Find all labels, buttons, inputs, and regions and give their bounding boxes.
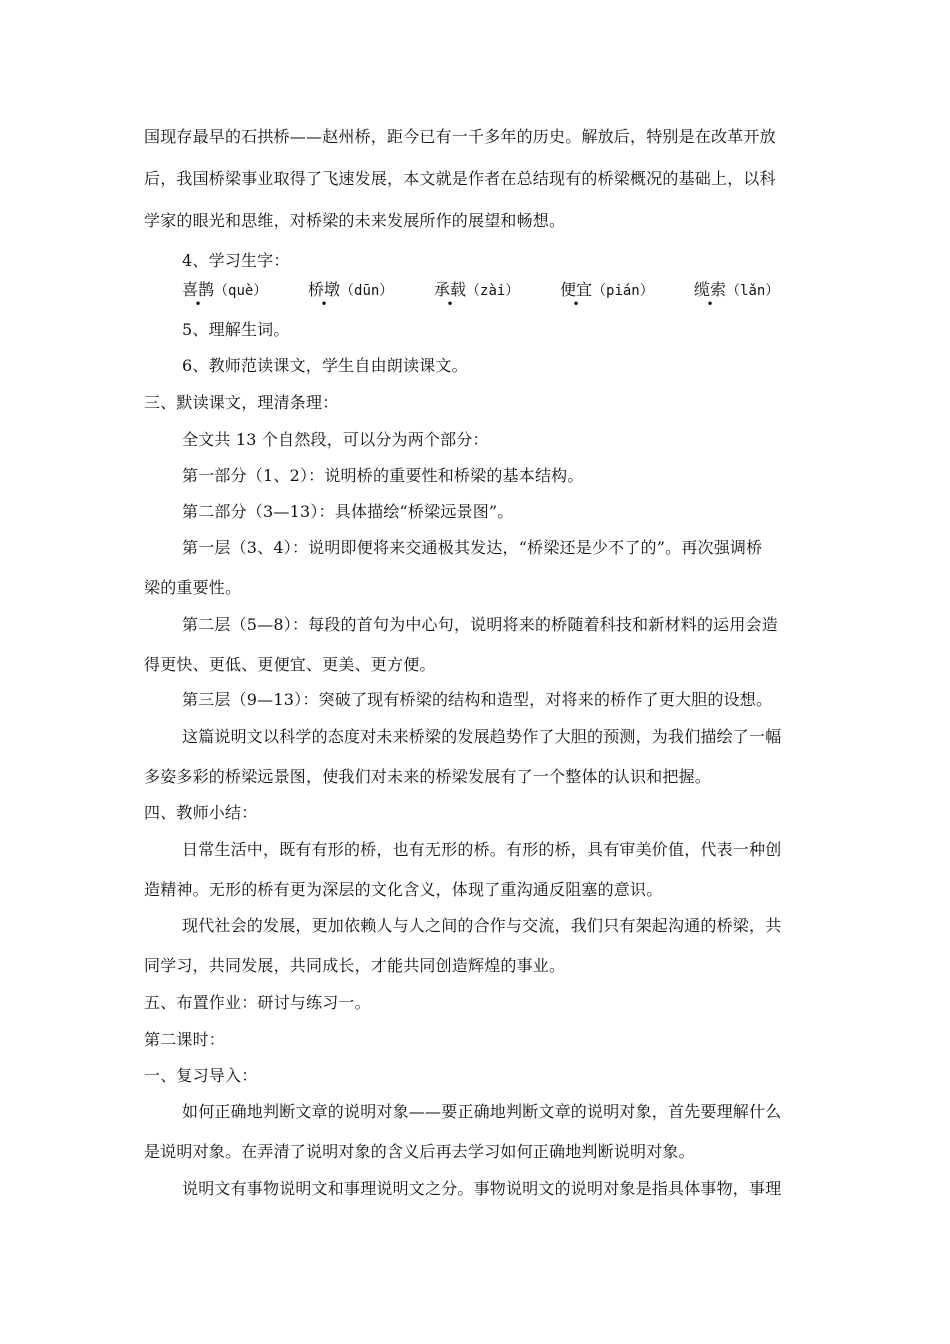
vocab-pinyin: （què） — [214, 283, 268, 299]
paragraph-line: 现代社会的发展，更加依赖人与人之间的合作与交流，我们只有架起沟通的桥梁，共 — [182, 916, 782, 935]
paragraph-line: 全文共 13 个自然段，可以分为两个部分： — [182, 430, 489, 449]
vocab-item — [560, 280, 654, 310]
vocab-item — [694, 280, 779, 310]
vocab-pinyin: （pián） — [592, 283, 654, 299]
item-6-heading: 6、教师范读课文，学生自由朗读课文。 — [182, 356, 468, 375]
paragraph-line: 造精神。无形的桥有更为深层的文化含义，体现了重沟通反阻塞的意识。 — [144, 880, 663, 899]
paragraph-line: 得更快、更低、更便宜、更美、更方便。 — [144, 655, 436, 674]
paragraph-line: 第一层（3、4）：说明即便将来交通极其发达，“桥梁还是少不了的”。再次强调桥 — [182, 538, 763, 557]
section-4-heading: 四、教师小结： — [144, 803, 258, 822]
paragraph-line: 梁的重要性。 — [144, 578, 242, 597]
paragraph-line: 说明文有事物说明文和事理说明文之分。事物说明文的说明对象是指具体事物，事理 — [182, 1179, 782, 1198]
paragraph-line: 后，我国桥梁事业取得了飞速发展，本文就是作者在总结现有的桥梁概况的基础上，以科 — [144, 169, 776, 188]
section-3-heading: 三、默读课文，理清条理： — [144, 393, 339, 412]
section-5-heading: 五、布置作业：研讨与练习一。 — [144, 993, 371, 1012]
vocab-word: 便宜 • — [560, 280, 593, 311]
paragraph-line: 这篇说明文以科学的态度对未来桥梁的发展趋势作了大胆的预测，为我们描绘了一幅 — [182, 727, 782, 746]
item-4-heading: 4、学习生字： — [182, 251, 290, 270]
paragraph-line: 是说明对象。在弄清了说明对象的含义后再去学习如何正确地判断说明对象。 — [144, 1142, 695, 1161]
paragraph-line: 如何正确地判断文章的说明对象——要正确地判断文章的说明对象，首先要理解什么 — [182, 1102, 782, 1121]
paragraph-line: 第二部分（3—13）：具体描绘“桥梁远景图”。 — [182, 502, 514, 521]
paragraph-line: 同学习，共同发展，共同成长，才能共同创造辉煌的事业。 — [144, 956, 566, 975]
vocab-item — [182, 280, 267, 310]
vocab-item — [434, 280, 519, 310]
vocab-word: 桥墩 • — [308, 280, 341, 311]
paragraph-line: 学家的眼光和思维，对桥梁的未来发展所作的展望和畅想。 — [144, 211, 566, 230]
paragraph-line: 日常生活中，既有有形的桥，也有无形的桥。有形的桥，具有审美价值，代表一种创 — [182, 840, 782, 859]
lesson-2-heading: 第二课时： — [144, 1030, 226, 1049]
vocab-word: 缆索 • — [694, 280, 727, 311]
vocab-word: 承载 • — [434, 280, 467, 311]
paragraph-line: 多姿多彩的桥梁远景图，使我们对未来的桥梁发展有了一个整体的认识和把握。 — [144, 767, 712, 786]
vocab-word: 喜鹊 • — [182, 280, 215, 311]
emphasis-dot: • — [320, 297, 328, 311]
vocab-pinyin: （dūn） — [340, 283, 394, 299]
vocab-pinyin: （zài） — [466, 283, 520, 299]
item-5-heading: 5、理解生词。 — [182, 320, 290, 339]
emphasis-dot: • — [706, 297, 714, 311]
emphasis-dot: • — [194, 297, 202, 311]
paragraph-line: 第二层（5—8）：每段的首句为中心句，说明将来的桥随着科技和新材料的运用会造 — [182, 615, 778, 634]
paragraph-line: 第一部分（1、2）：说明桥的重要性和桥梁的基本结构。 — [182, 466, 584, 485]
emphasis-dot: • — [446, 297, 454, 311]
vocab-item — [308, 280, 393, 310]
review-heading: 一、复习导入： — [144, 1066, 258, 1085]
paragraph-line: 第三层（9—13）：突破了现有桥梁的结构和造型，对将来的桥作了更大胆的设想。 — [182, 690, 773, 709]
emphasis-dot: • — [572, 297, 580, 311]
paragraph-line: 国现存最早的石拱桥——赵州桥，距今已有一千多年的历史。解放后，特别是在改革开放 — [144, 127, 776, 146]
vocab-pinyin: （lǎn） — [726, 283, 780, 299]
